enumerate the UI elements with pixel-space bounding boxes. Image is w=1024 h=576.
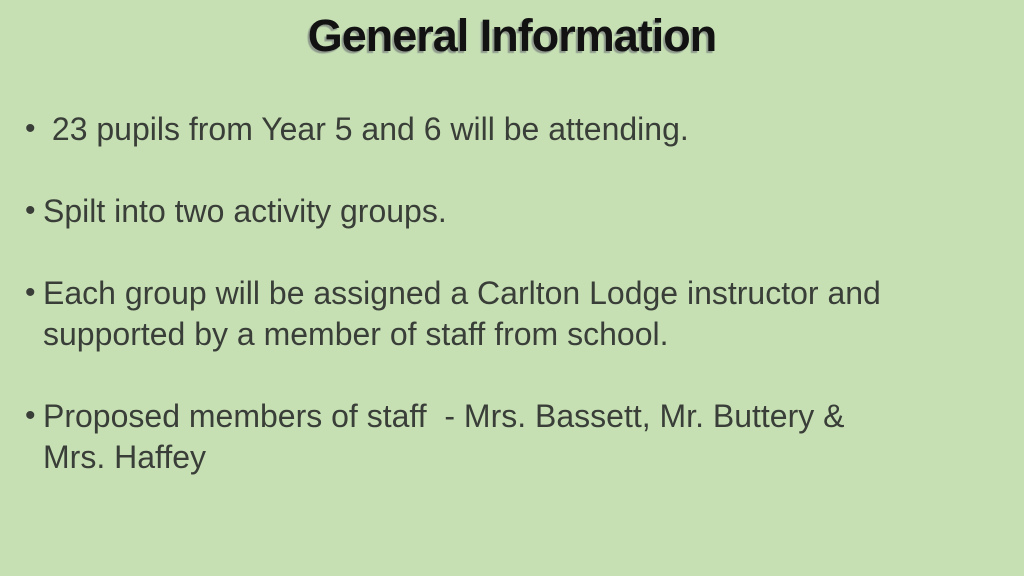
bullet-icon: • xyxy=(25,194,36,227)
bullet-text-line1: Spilt into two activity groups. xyxy=(43,193,447,229)
bullet-text-line1: 23 pupils from Year 5 and 6 will be attending. xyxy=(43,111,689,147)
list-item xyxy=(25,273,994,355)
list-item xyxy=(25,396,994,478)
bullet-icon: • xyxy=(25,399,36,432)
bullet-text-line1: Each group will be assigned a Carlton Lodge instructor and xyxy=(43,275,881,311)
bullet-text-line1: Proposed members of staff - Mrs. Bassett, Mr. Buttery & xyxy=(43,398,845,434)
bullet-list xyxy=(25,109,994,519)
list-item xyxy=(25,191,994,232)
bullet-text-line2: supported by a member of staff from school. xyxy=(43,316,669,352)
bullet-text-line2: Mrs. Haffey xyxy=(43,439,206,475)
page-title: General Information xyxy=(307,10,717,61)
bullet-icon: • xyxy=(25,112,36,145)
bullet-icon: • xyxy=(25,276,36,309)
list-item xyxy=(25,109,994,150)
